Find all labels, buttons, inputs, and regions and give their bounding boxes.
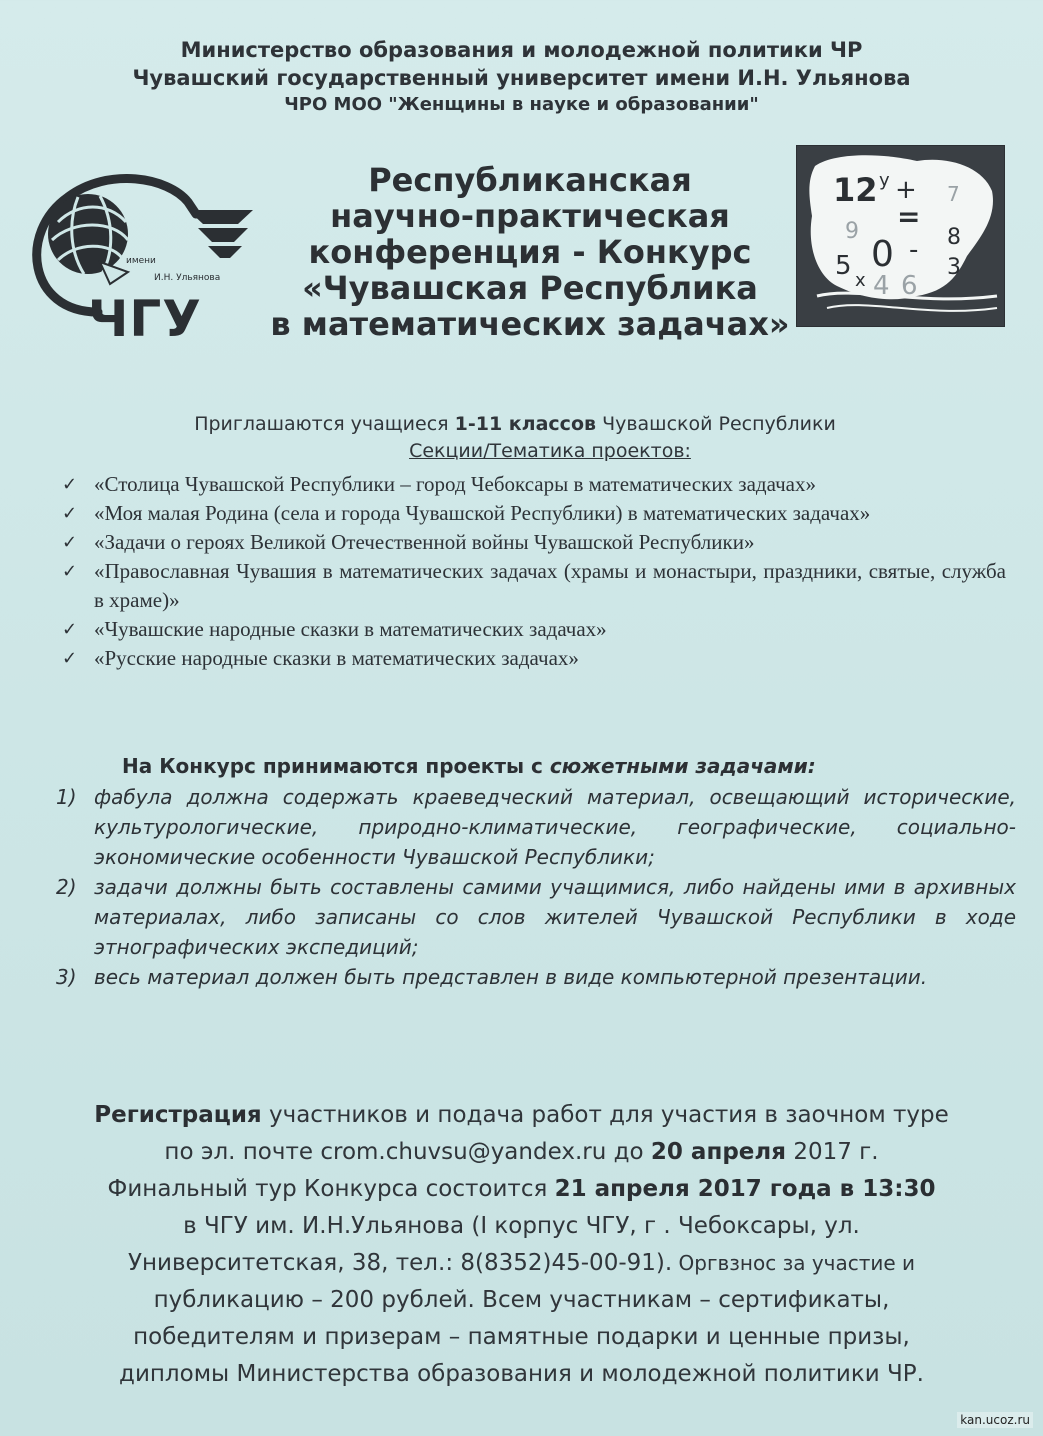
math-glyph-5: 5	[835, 251, 852, 281]
venue-line-2	[0, 1245, 1043, 1282]
logo-subtitle-imeni: имени	[126, 256, 156, 266]
site-watermark: kan.ucoz.ru	[957, 1412, 1033, 1428]
check-mark-icon: ✓	[62, 648, 78, 669]
math-glyph-7: 7	[947, 182, 960, 206]
conference-title	[270, 162, 790, 342]
rules-heading-emphasis: сюжетными задачами:	[549, 754, 816, 778]
diplomas-line: дипломы Министерства образования и молодежной политики ЧР.	[119, 1361, 924, 1387]
title-line-5: в математических задачах»	[270, 305, 790, 343]
deadline-year: 2017 г.	[786, 1139, 879, 1165]
check-mark-icon: ✓	[62, 474, 78, 495]
rule-text: весь материал должен быть представлен в виде компьютерной презентации.	[94, 965, 928, 989]
math-glyph-plus: +	[895, 175, 917, 205]
topic-item	[62, 499, 1006, 528]
math-numbers-illustration	[796, 145, 1005, 327]
topic-text: «Русские народные сказки в математических задачах»	[94, 646, 579, 670]
check-mark-icon: ✓	[62, 532, 78, 553]
check-mark-icon: ✓	[62, 561, 78, 582]
rule-item	[56, 872, 1016, 962]
rule-text: задачи должны быть составлены самими учащимися, либо найдены ими в архивных материалах, либо записаны со слов жителей Чувашской Республики в ходе этнографических экспедиций;	[94, 875, 1016, 959]
registration-info	[0, 1097, 1043, 1393]
rule-text: фабула должна содержать краеведческий материал, освещающий исторические, культурологические, природно-климатические, географические, социально-экономические особенности Чувашской Республики;	[94, 785, 1016, 869]
invitation-prefix: Приглашаются учащиеся	[194, 413, 455, 435]
deadline-date: 20 апреля	[650, 1139, 787, 1165]
topic-text: «Моя малая Родина (села и города Чувашской Республики) в математических задачах»	[94, 501, 871, 525]
prizes-line: победителям и призерам – памятные подарки и ценные призы,	[133, 1324, 910, 1350]
rule-item	[56, 962, 1016, 992]
registration-label: Регистрация	[94, 1102, 262, 1128]
rule-item	[56, 782, 1016, 872]
final-round-prefix: Финальный тур Конкурса состоится	[107, 1176, 555, 1202]
invitation-grades: 1-11 классов	[454, 413, 597, 435]
rules-list	[56, 782, 1016, 992]
document-header	[0, 36, 1043, 118]
email-mid: до	[606, 1139, 651, 1165]
math-glyph-6: 6	[901, 271, 918, 301]
rules-heading	[122, 754, 816, 778]
invitation-suffix: Чувашской Республики	[596, 413, 836, 435]
title-line-2: научно-практическая	[330, 197, 730, 235]
contact-email: crom.chuvsu@yandex.ru	[320, 1139, 607, 1165]
registration-text: участников и подача работ для участия в заочном туре	[261, 1102, 949, 1128]
rule-number: 1)	[56, 785, 77, 809]
title-line-4: «Чувашская Республика	[302, 269, 758, 307]
topic-text: «Задачи о героях Великой Отечественной войны Чувашской Республики»	[94, 530, 755, 554]
venue-address-phone: Университетская, 38, тел.: 8(8352)45-00-91).	[127, 1250, 673, 1276]
venue-line-1: в ЧГУ им. И.Н.Ульянова (I корпус ЧГУ, г . Чебоксары, ул.	[183, 1213, 860, 1239]
check-mark-icon: ✓	[62, 503, 78, 524]
topic-item	[62, 528, 1006, 557]
rule-number: 2)	[56, 875, 77, 899]
math-glyph-0: 0	[871, 234, 894, 275]
sections-heading: Секции/Тематика проектов:	[409, 440, 691, 462]
registration-line	[0, 1097, 1043, 1134]
math-glyph-9: 9	[845, 219, 859, 244]
email-line	[0, 1134, 1043, 1171]
math-glyph-equals: =	[897, 200, 921, 233]
topic-item	[62, 470, 1006, 499]
rule-number: 3)	[56, 965, 77, 989]
fee-text-1: Оргвзнос за участие и	[672, 1251, 916, 1275]
math-glyph-3: 3	[947, 255, 961, 280]
invitation-line	[0, 413, 1030, 435]
logo-subtitle-name: И.Н. Ульянова	[154, 273, 221, 283]
final-round-date: 21 апреля 2017 года в 13:30	[554, 1176, 936, 1202]
math-glyph-y: y	[879, 170, 890, 191]
topic-text: «Чувашские народные сказки в математических задачах»	[94, 617, 607, 641]
fee-line: публикацию – 200 рублей. Всем участникам – сертификаты,	[153, 1287, 890, 1313]
organization-line: ЧРО МОО "Женщины в науке и образовании"	[284, 94, 759, 115]
math-glyph-x: x	[855, 270, 866, 291]
topics-list	[62, 470, 1006, 673]
topic-item	[62, 557, 1006, 615]
university-line: Чувашский государственный университет имени И.Н. Ульянова	[132, 66, 911, 90]
logo-abbreviation: ЧГУ	[88, 290, 202, 348]
title-line-3: конференция - Конкурс	[308, 233, 752, 271]
topic-text: «Православная Чувашия в математических задачах (храмы и монастыри, праздники, святые, служба в храме)»	[94, 559, 1006, 612]
email-prefix: по эл. почте	[164, 1139, 321, 1165]
ministry-line: Министерство образования и молодежной политики ЧР	[180, 38, 863, 62]
topic-item	[62, 615, 1006, 644]
topic-text: «Столица Чувашской Республики – город Чебоксары в математических задачах»	[94, 472, 816, 496]
math-glyph-8: 8	[947, 225, 961, 250]
final-round-line	[0, 1171, 1043, 1208]
rules-heading-prefix: На Конкурс принимаются проекты с	[122, 754, 550, 778]
math-glyph-minus: -	[909, 235, 919, 265]
math-glyph-12: 12	[833, 171, 878, 209]
topic-item	[62, 644, 1006, 673]
check-mark-icon: ✓	[62, 619, 78, 640]
math-glyph-4: 4	[873, 271, 890, 301]
title-line-1: Республиканская	[368, 161, 692, 199]
